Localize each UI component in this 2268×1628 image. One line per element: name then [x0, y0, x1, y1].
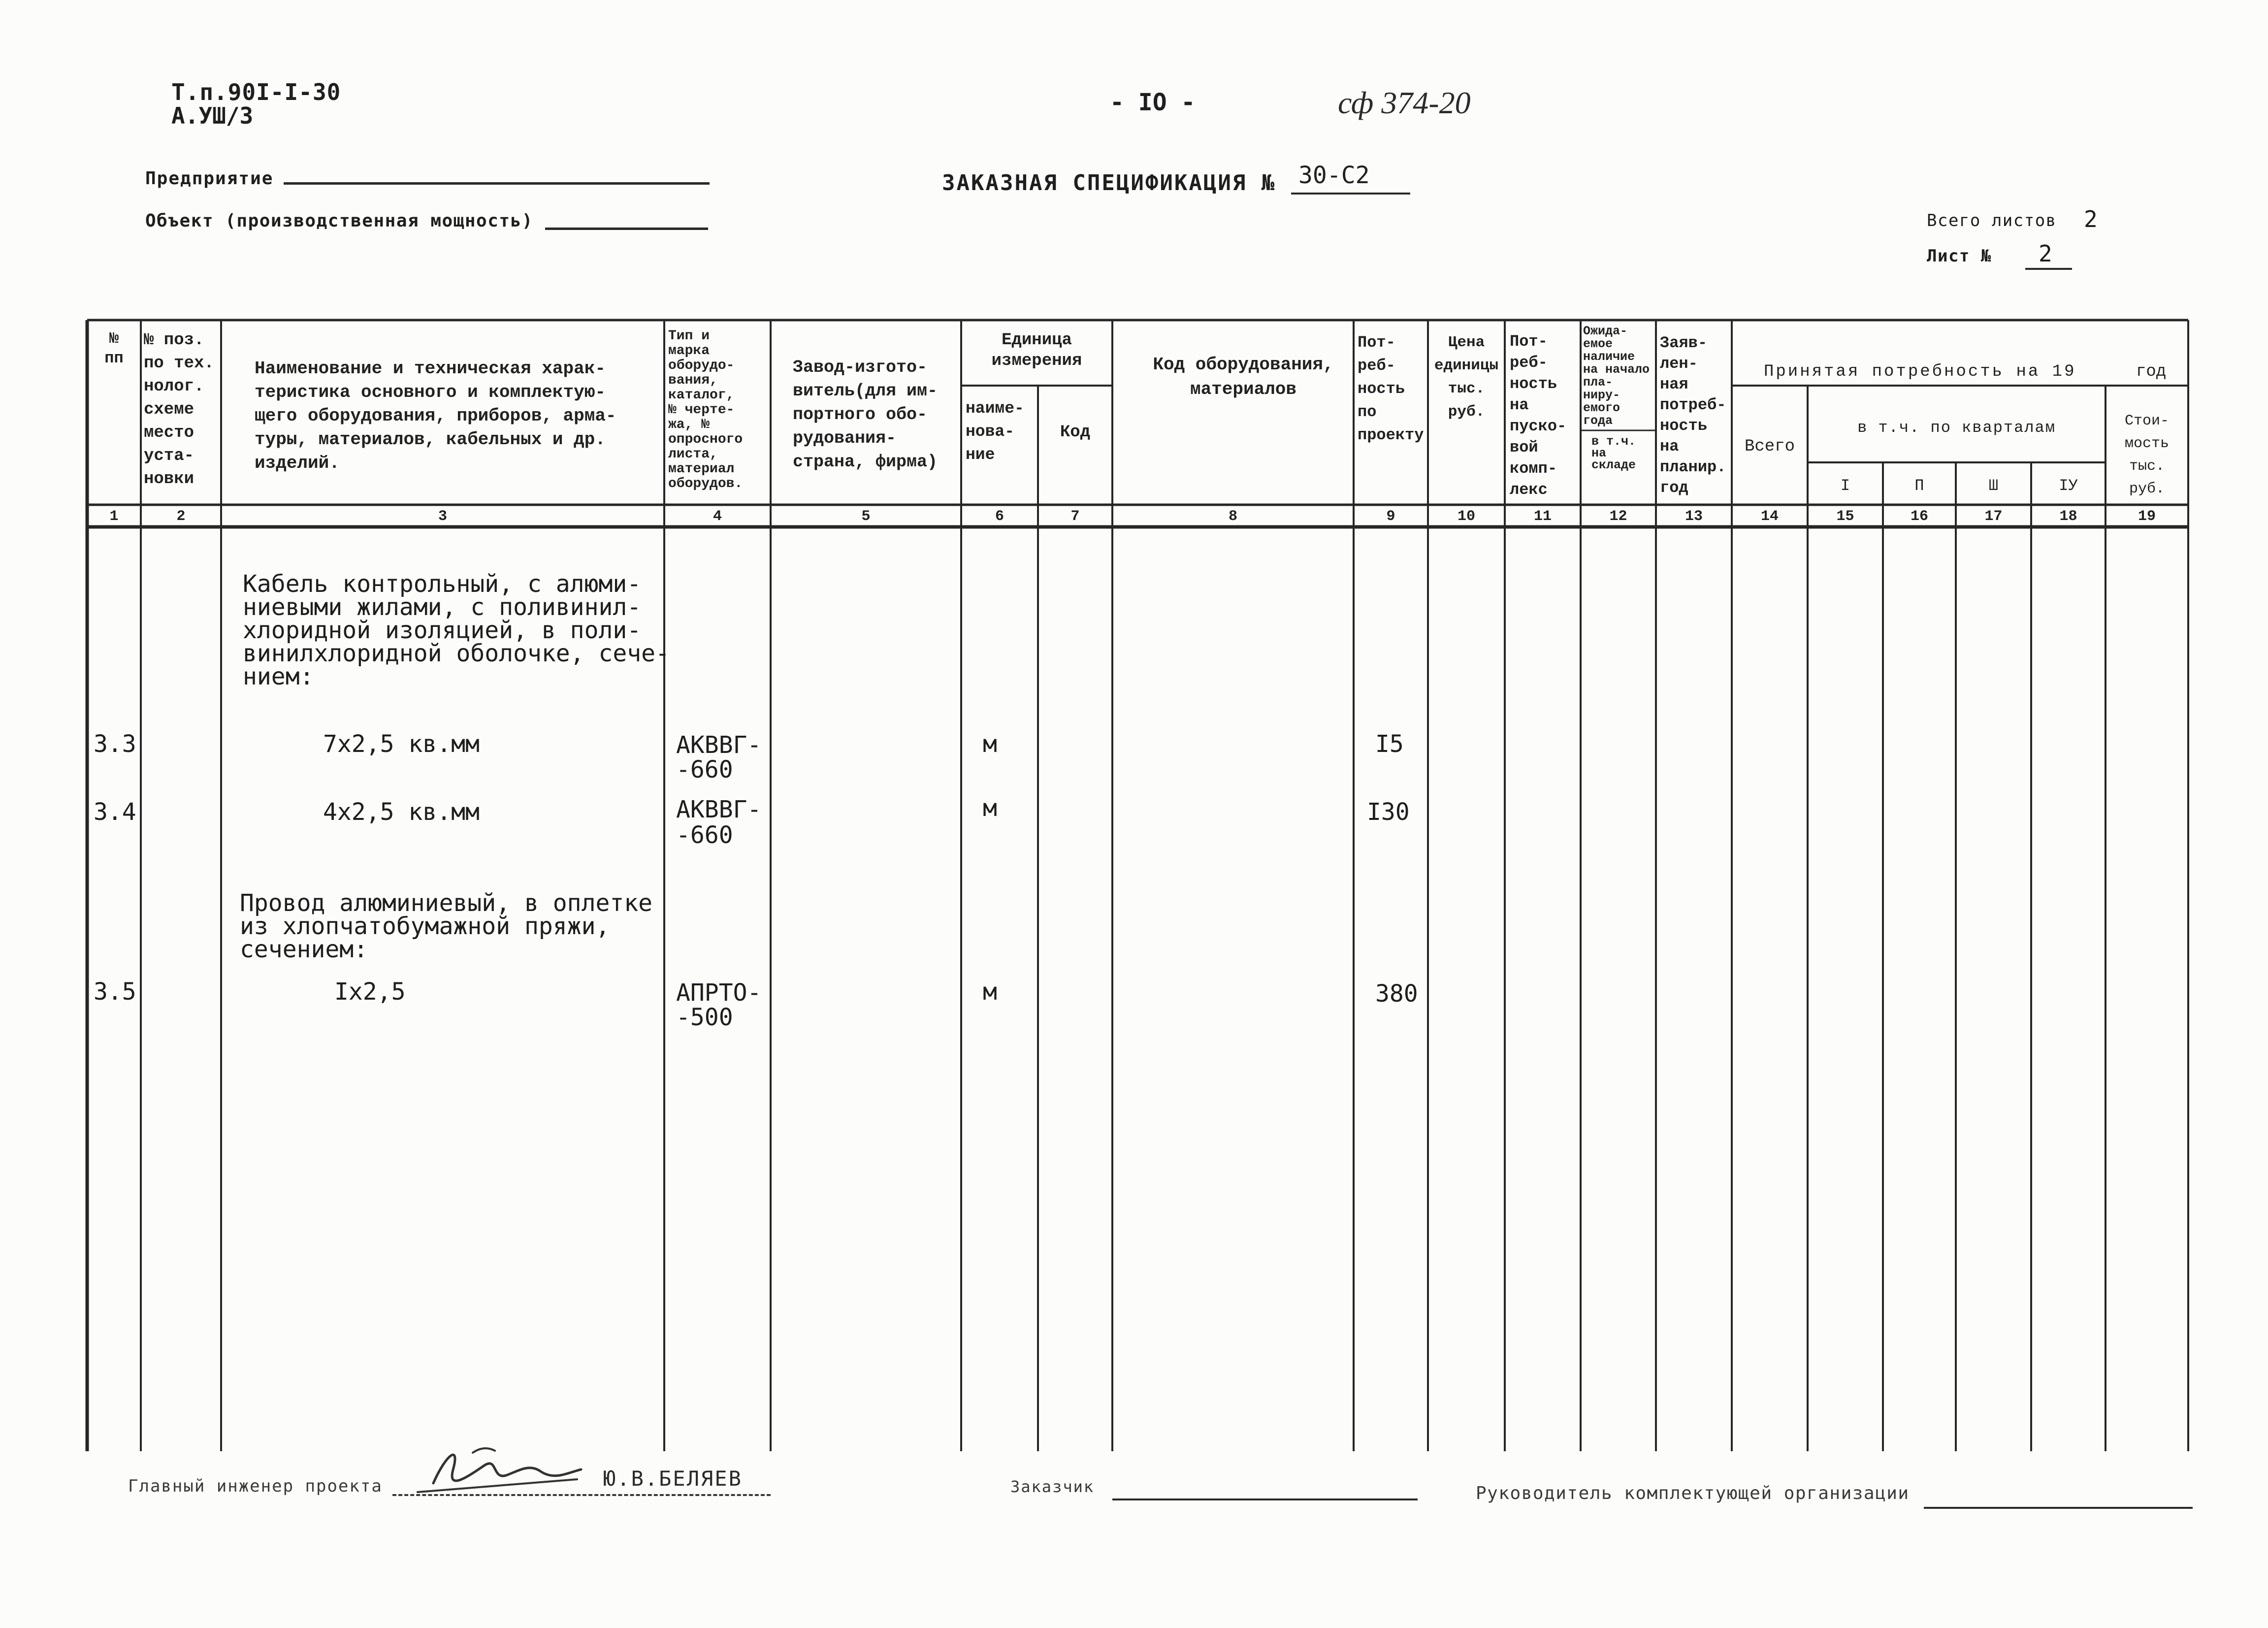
item-position: 3.4: [94, 798, 136, 826]
column-number: 13: [1685, 508, 1703, 525]
header-col-4-type: Тип и марка оборудо- вания, каталог, № черте- жа, № опросного листа, материал оборудов.: [668, 328, 743, 491]
header-col-8-equipment-code: Код оборудования, материалов: [1153, 355, 1334, 399]
item-quantity: I5: [1375, 730, 1404, 758]
header-col-12-expected-stock: Ожида- емое наличие на начало пла- ниру- емого года: [1583, 324, 1650, 428]
column-number: 15: [1836, 508, 1854, 525]
customer-signature-line: [1112, 1498, 1418, 1500]
spec-number: 30-С2: [1298, 162, 1370, 189]
item-type-mark: АПРТО- -500: [676, 979, 762, 1031]
header-col-2-position: № поз. по тех. нолог. схеме место уста- новки: [144, 331, 214, 488]
item-position: 3.3: [94, 730, 136, 758]
item-unit: м: [983, 978, 997, 1006]
column-number: 1: [109, 508, 119, 525]
column-number: 7: [1070, 508, 1080, 525]
column-number: 14: [1760, 508, 1779, 525]
total-sheets-label: Всего листов: [1927, 211, 2057, 230]
header-col-13-declared-need: Заяв- лен- ная потреб- ность на планир. год: [1660, 334, 1726, 497]
column-number: 17: [1984, 508, 2003, 525]
item-position: 3.5: [94, 978, 136, 1006]
column-number: 16: [1910, 508, 1928, 525]
column-number: 18: [2059, 508, 2077, 525]
item-name: Ix2,5: [334, 978, 406, 1006]
column-number: 9: [1386, 508, 1395, 525]
item-quantity: 380: [1375, 980, 1418, 1008]
item-unit: м: [983, 730, 997, 758]
column-number: 5: [861, 508, 871, 525]
column-number: 10: [1457, 508, 1475, 525]
column-number: 11: [1533, 508, 1552, 525]
header-col-17-quarter-3: Ш: [1988, 477, 1999, 495]
column-number: 12: [1609, 508, 1627, 525]
header-col-6-unit-name: наиме- нова- ние: [966, 399, 1024, 464]
chief-engineer-label: Главный инженер проекта: [128, 1476, 383, 1496]
header-col-14-total: Всего: [1744, 437, 1795, 456]
header-col-11-startup-need: Пот- реб- ность на пуско- вой комп- лекс: [1510, 332, 1567, 499]
supplier-head-signature-line: [1924, 1507, 2193, 1509]
column-number: 6: [995, 508, 1004, 525]
header-col-7-unit-code: Код: [1060, 423, 1091, 442]
item-type-mark: АКВВГ- -660: [676, 796, 762, 849]
header-col-18-quarter-4: IУ: [2059, 477, 2078, 495]
header-col-10-unit-price: Цена единицы тыс. руб.: [1434, 334, 1499, 421]
header-col-5-manufacturer: Завод-изгото- витель(для им- портного обо- рудования- страна, фирма): [793, 358, 938, 472]
sheet-number-value: 2: [2039, 240, 2052, 267]
item-name: 7x2,5 кв.мм: [323, 730, 480, 758]
document-code: Т.п.90I-I-30: [171, 79, 341, 105]
column-number: 8: [1228, 508, 1237, 525]
column-number: 19: [2138, 508, 2156, 525]
item-quantity: I30: [1367, 798, 1410, 826]
header-col-12-in-warehouse: в т.ч. на складе: [1591, 434, 1636, 472]
enterprise-label: Предприятие: [145, 168, 274, 189]
item-name: 4x2,5 кв.мм: [323, 798, 480, 826]
header-unit-group: Единица измерения: [991, 331, 1082, 370]
chief-engineer-name: Ю.В.БЕЛЯЕВ: [603, 1466, 743, 1491]
page-number: - IO -: [1110, 89, 1196, 116]
header-accepted-need-group: Принятая потребность на 19: [1764, 362, 2076, 381]
sheet-number-label: Лист №: [1927, 246, 1992, 266]
item-type-mark: АКВВГ- -660: [676, 731, 762, 783]
total-sheets-value: 2: [2084, 206, 2098, 232]
item-unit: м: [983, 794, 997, 822]
column-number: 4: [713, 508, 722, 525]
object-label: Объект (производственная мощность): [145, 211, 533, 231]
item-group-heading: Кабель контрольный, с алюми- ниевыми жилами, с поливинил- хлоридной изоляцией, в поли- винилхлоридной оболочке, сече- нием:: [243, 570, 670, 690]
header-col-1-number: № пп: [104, 329, 124, 367]
document-album-code: А.УШ/3: [171, 102, 254, 129]
header-col-19-cost: Стои- мость тыс. руб.: [2124, 413, 2169, 497]
column-number: 3: [438, 508, 447, 525]
header-col-9-project-need: Пот- реб- ность по проекту: [1358, 333, 1424, 444]
header-quarters-group: в т.ч. по кварталам: [1857, 419, 2056, 437]
spec-title: ЗАКАЗНАЯ СПЕЦИФИКАЦИЯ №: [942, 170, 1276, 195]
header-col-15-quarter-1: I: [1840, 477, 1850, 495]
supplier-head-label: Руководитель комплектующей организации: [1476, 1483, 1910, 1503]
column-number: 2: [176, 508, 186, 525]
header-col-3-name: Наименование и техническая харак- теристика основного и комплектую- щего оборудования, приборов, арма- туры, материалов, кабельных и др. изделий.: [255, 358, 616, 473]
chief-engineer-signature-line: [392, 1494, 771, 1496]
header-col-16-quarter-2: П: [1914, 477, 1924, 495]
handwritten-note: сф 374-20: [1338, 85, 1471, 120]
item-group-heading: Провод алюминиевый, в оплетке из хлопчатобумажной пряжи, сечением:: [240, 889, 653, 963]
header-accepted-need-year: год: [2136, 362, 2167, 381]
customer-label: Заказчик: [1010, 1477, 1095, 1496]
